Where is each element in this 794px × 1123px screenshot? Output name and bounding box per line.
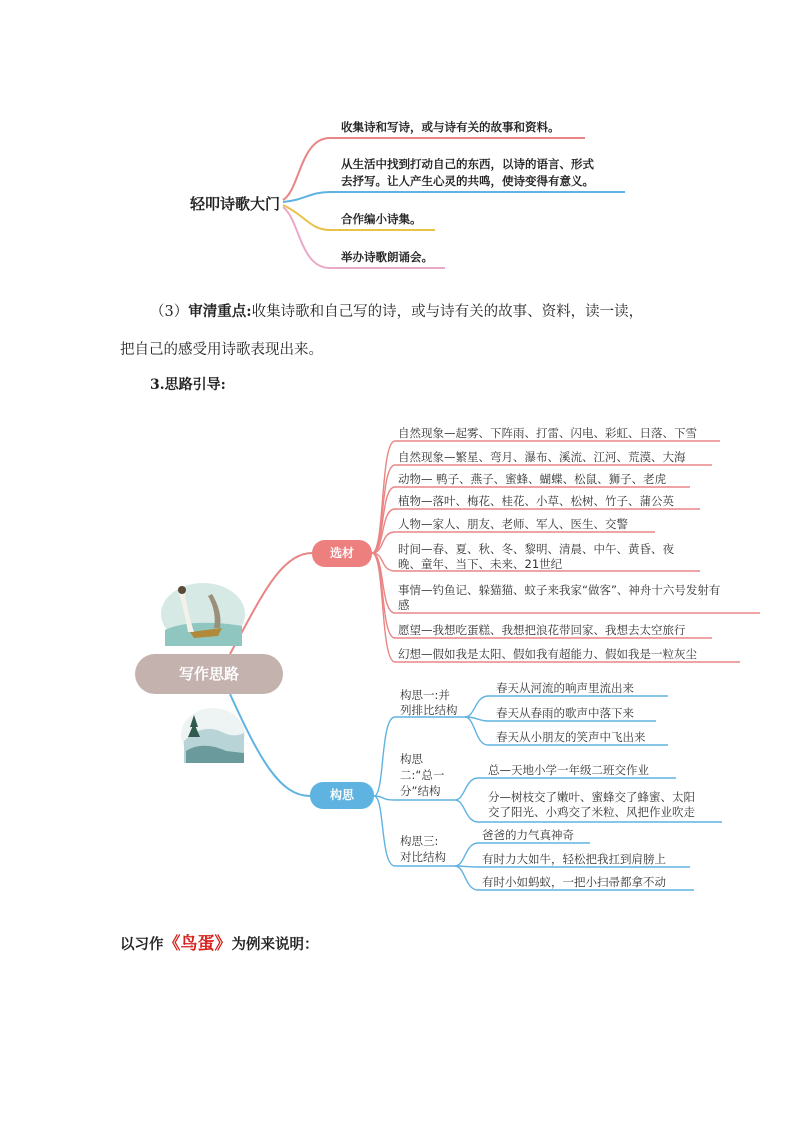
gousi1-label-line1: 构思一:并: [400, 688, 450, 702]
xuancai-item-6a: 时间—春、夏、秋、冬、黎明、清晨、中午、黄昏、夜: [398, 542, 674, 556]
gousi2-item-2a: 分—树枝交了嫩叶、蜜蜂交了蜂蜜、太阳: [488, 790, 695, 804]
gousi2-item-1: 总—天地小学一年级二班交作业: [488, 763, 649, 777]
xuancai-item-5: 人物—家人、朋友、老师、军人、医生、交警: [398, 517, 628, 531]
mindmap1-root: 轻叩诗歌大门: [190, 195, 281, 213]
mindmap1-item-2a: 从生活中找到打动自己的东西，以诗的语言、形式: [341, 157, 594, 171]
section-title: 3.思路引导:: [150, 377, 226, 393]
gousi1-item-1: 春天从河流的响声里流出来: [496, 681, 634, 695]
gousi3-item-3: 有时小如蚂蚁，一把小扫帚都拿不动: [482, 875, 666, 889]
mindmap2-gousi-node: 构思: [310, 782, 374, 809]
poet-illustration: [160, 582, 246, 646]
xuancai-item-2: 自然现象—繁星、弯月、瀑布、溪流、江河、荒漠、大海: [398, 450, 686, 464]
landscape-illustration: [180, 707, 246, 763]
xuancai-item-1: 自然现象—起雾、下阵雨、打雷、闪电、彩虹、日落、下雪: [398, 426, 697, 440]
example-suffix: 为例来说明：: [231, 936, 319, 953]
paragraph-line-2: 把自己的感受用诗歌表现出来。: [120, 342, 323, 358]
gousi3-item-1: 爸爸的力气真神奇: [482, 828, 574, 842]
paragraph-prefix: （3）: [150, 304, 189, 320]
xuancai-item-7b: 感: [398, 598, 410, 612]
gousi3-item-2: 有时力大如牛，轻松把我扛到肩膀上: [482, 852, 666, 866]
poet-illustration-art: [160, 582, 246, 646]
example-prefix: 以习作: [120, 936, 164, 953]
xuancai-item-6b: 晚、童年、当下、未来、21世纪: [398, 557, 563, 571]
xuancai-item-8: 愿望—我想吃蛋糕、我想把浪花带回家、我想去太空旅行: [398, 623, 686, 637]
landscape-illustration-art: [180, 707, 246, 763]
xuancai-item-7a: 事情—钓鱼记、躲猫猫、蚊子来我家“做客”、神舟十六号发射有: [398, 583, 721, 597]
mindmap1-item-3: 合作编小诗集。: [341, 212, 422, 226]
xuancai-item-9: 幻想—假如我是太阳、假如我有超能力、假如我是一粒灰尘: [398, 647, 697, 661]
example-intro: [120, 929, 319, 954]
gousi2-label-line3: 分”结构: [400, 784, 441, 798]
paragraph-bold: 审清重点:: [188, 303, 252, 320]
gousi1-label-line2: 列排比结构: [400, 703, 458, 717]
mindmap2-xuancai-node: 选材: [312, 540, 372, 567]
xuancai-item-4: 植物—落叶、梅花、桂花、小草、松树、竹子、蒲公英: [398, 494, 674, 508]
gousi2-item-2b: 交了阳光、小鸡交了米粒、风把作业吹走: [488, 805, 695, 819]
mindmap1-item-1: 收集诗和写诗，或与诗有关的故事和资料。: [341, 120, 560, 134]
mindmap1-item-4: 举办诗歌朗诵会。: [341, 250, 433, 264]
xuancai-item-3: 动物— 鸭子、燕子、蜜蜂、蝴蝶、松鼠、狮子、老虎: [398, 472, 667, 486]
gousi2-label-line1: 构思: [400, 752, 423, 766]
mindmap1-item-2b: 去抒写。让人产生心灵的共鸣，使诗变得有意义。: [341, 174, 594, 188]
gousi1-item-3: 春天从小朋友的笑声中飞出来: [496, 730, 646, 744]
example-title: 《鸟蛋》: [163, 934, 232, 954]
mindmap2-center-node: 写作思路: [135, 654, 283, 694]
gousi3-label-line1: 构思三:: [400, 834, 439, 848]
gousi2-label-line2: 二:“总一: [400, 768, 445, 782]
gousi1-item-2: 春天从春雨的歌声中落下来: [496, 706, 634, 720]
gousi3-label-line2: 对比结构: [400, 850, 446, 864]
paragraph-line1-rest: 收集诗歌和自己写的诗，或与诗有关的故事、资料，读一读，: [251, 304, 644, 320]
